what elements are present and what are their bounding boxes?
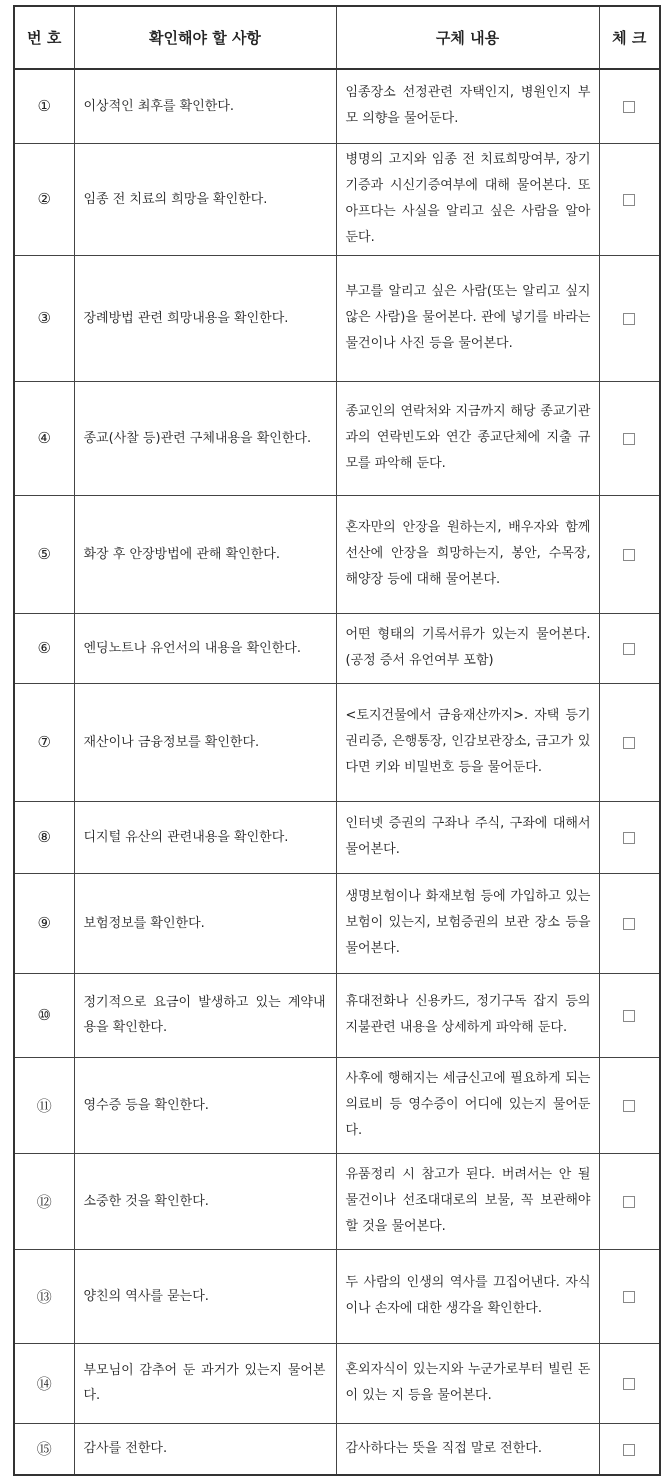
row-number: ⑬ <box>14 1249 74 1343</box>
check-box[interactable] <box>623 433 635 445</box>
check-box[interactable] <box>623 194 635 206</box>
row-item: 엔딩노트나 유언서의 내용을 확인한다. <box>74 613 336 683</box>
check-box[interactable] <box>623 1444 635 1456</box>
check-box[interactable] <box>623 918 635 930</box>
row-item: 양친의 역사를 묻는다. <box>74 1249 336 1343</box>
table-row <box>14 69 660 143</box>
check-box[interactable] <box>623 101 635 113</box>
row-detail: 인터넷 증권의 구좌나 주식, 구좌에 대해서 물어본다. <box>336 801 599 873</box>
check-box[interactable] <box>623 643 635 655</box>
row-item: 화장 후 안장방법에 관해 확인한다. <box>74 495 336 613</box>
row-check-cell <box>599 69 660 143</box>
table-row <box>14 973 660 1057</box>
table-row <box>14 1153 660 1249</box>
check-box[interactable] <box>623 1010 635 1022</box>
check-box[interactable] <box>623 1196 635 1208</box>
row-item: 정기적으로 요금이 발생하고 있는 계약내용을 확인한다. <box>74 973 336 1057</box>
table-header <box>14 6 660 69</box>
row-check-cell <box>599 381 660 495</box>
row-number: ⑪ <box>14 1057 74 1153</box>
row-check-cell <box>599 1057 660 1153</box>
row-number: ⑤ <box>14 495 74 613</box>
header-item: 확인해야 할 사항 <box>74 6 336 69</box>
row-detail: 병명의 고지와 임종 전 치료희망여부, 장기기증과 시신기증여부에 대해 물어본다. 또 아프다는 사실을 알리고 싶은 사람을 알아둔다. <box>336 143 599 255</box>
check-box[interactable] <box>623 737 635 749</box>
row-item: 재산이나 금융정보를 확인한다. <box>74 683 336 801</box>
header-number: 번 호 <box>14 6 74 69</box>
row-number: ② <box>14 143 74 255</box>
row-number: ⑫ <box>14 1153 74 1249</box>
row-number: ① <box>14 69 74 143</box>
row-detail: 종교인의 연락처와 지금까지 해당 종교기관과의 연락빈도와 연간 종교단체에 지출 규모를 파악해 둔다. <box>336 381 599 495</box>
row-number: ⑦ <box>14 683 74 801</box>
row-check-cell <box>599 613 660 683</box>
row-check-cell <box>599 683 660 801</box>
table-row <box>14 495 660 613</box>
row-detail: 휴대전화나 신용카드, 정기구독 잡지 등의 지불관련 내용을 상세하게 파악해 둔다. <box>336 973 599 1057</box>
row-item: 임종 전 치료의 희망을 확인한다. <box>74 143 336 255</box>
row-detail: 혼외자식이 있는지와 누군가로부터 빌린 돈이 있는 지 등을 물어본다. <box>336 1343 599 1423</box>
table-row <box>14 613 660 683</box>
checklist-sheet <box>13 5 659 1476</box>
table-row <box>14 1249 660 1343</box>
row-detail: 혼자만의 안장을 원하는지, 배우자와 함께 선산에 안장을 희망하는지, 봉안, 수목장, 해양장 등에 대해 물어본다. <box>336 495 599 613</box>
table-row <box>14 255 660 381</box>
check-box[interactable] <box>623 1378 635 1390</box>
check-box[interactable] <box>623 313 635 325</box>
row-check-cell <box>599 495 660 613</box>
row-check-cell <box>599 873 660 973</box>
table-row <box>14 873 660 973</box>
row-check-cell <box>599 1249 660 1343</box>
row-detail: 사후에 행해지는 세금신고에 필요하게 되는 의료비 등 영수증이 어디에 있는지 물어둔다. <box>336 1057 599 1153</box>
row-item: 장례방법 관련 희망내용을 확인한다. <box>74 255 336 381</box>
row-number: ⑨ <box>14 873 74 973</box>
row-item: 종교(사찰 등)관련 구체내용을 확인한다. <box>74 381 336 495</box>
row-number: ⑭ <box>14 1343 74 1423</box>
row-check-cell <box>599 1343 660 1423</box>
row-check-cell <box>599 973 660 1057</box>
row-detail: <토지건물에서 금융재산까지>. 자택 등기권리증, 은행통장, 인감보관장소, 금고가 있다면 키와 비밀번호 등을 물어둔다. <box>336 683 599 801</box>
row-detail: 두 사람의 인생의 역사를 끄집어낸다. 자식이나 손자에 대한 생각을 확인한다. <box>336 1249 599 1343</box>
table-row <box>14 1343 660 1423</box>
table-row <box>14 143 660 255</box>
row-item: 디지털 유산의 관련내용을 확인한다. <box>74 801 336 873</box>
check-box[interactable] <box>623 549 635 561</box>
row-item: 감사를 전한다. <box>74 1423 336 1475</box>
table-row <box>14 1423 660 1475</box>
table-row <box>14 683 660 801</box>
table-body <box>14 69 660 1475</box>
row-detail: 감사하다는 뜻을 직접 말로 전한다. <box>336 1423 599 1475</box>
row-number: ③ <box>14 255 74 381</box>
row-check-cell <box>599 801 660 873</box>
row-item: 소중한 것을 확인한다. <box>74 1153 336 1249</box>
table-row <box>14 1057 660 1153</box>
row-item: 영수증 등을 확인한다. <box>74 1057 336 1153</box>
row-detail: 유품정리 시 참고가 된다. 버려서는 안 될 물건이나 선조대대로의 보물, 꼭 보관해야 할 것을 물어본다. <box>336 1153 599 1249</box>
row-detail: 임종장소 선정관련 자택인지, 병원인지 부모 의향을 물어둔다. <box>336 69 599 143</box>
row-item: 이상적인 최후를 확인한다. <box>74 69 336 143</box>
header-detail: 구체 내용 <box>336 6 599 69</box>
table-row <box>14 801 660 873</box>
checklist-table <box>13 5 661 1476</box>
row-number: ⑥ <box>14 613 74 683</box>
check-box[interactable] <box>623 832 635 844</box>
row-number: ⑮ <box>14 1423 74 1475</box>
row-number: ⑩ <box>14 973 74 1057</box>
row-detail: 부고를 알리고 싶은 사람(또는 알리고 싶지 않은 사람)을 물어본다. 관에 넣기를 바라는 물건이나 사진 등을 물어본다. <box>336 255 599 381</box>
row-check-cell <box>599 1423 660 1475</box>
row-check-cell <box>599 143 660 255</box>
table-row <box>14 381 660 495</box>
row-number: ④ <box>14 381 74 495</box>
row-detail: 생명보험이나 화재보험 등에 가입하고 있는 보험이 있는지, 보험증권의 보관 장소 등을 물어본다. <box>336 873 599 973</box>
check-box[interactable] <box>623 1291 635 1303</box>
row-item: 부모님이 감추어 둔 과거가 있는지 물어본다. <box>74 1343 336 1423</box>
row-number: ⑧ <box>14 801 74 873</box>
row-check-cell <box>599 1153 660 1249</box>
row-item: 보험정보를 확인한다. <box>74 873 336 973</box>
row-check-cell <box>599 255 660 381</box>
header-check: 체 크 <box>599 6 660 69</box>
row-detail: 어떤 형태의 기록서류가 있는지 물어본다.(공정 증서 유언여부 포함) <box>336 613 599 683</box>
check-box[interactable] <box>623 1100 635 1112</box>
